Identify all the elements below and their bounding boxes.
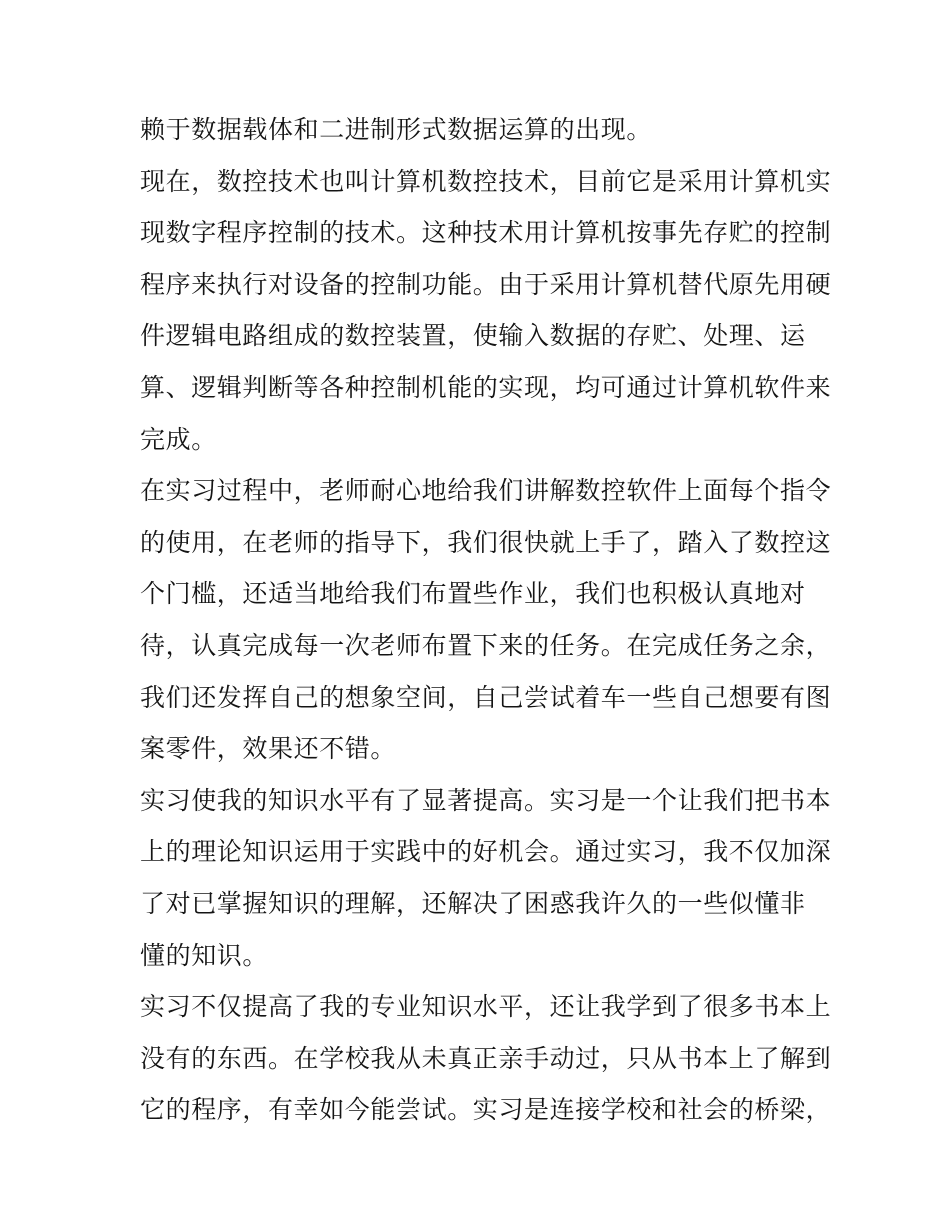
text-line: 算、逻辑判断等各种控制机能的实现，均可通过计算机软件来 (140, 372, 832, 402)
text-line: 了对已掌握知识的理解，还解决了困惑我许久的一些似懂非 (140, 888, 806, 918)
text-line: 件逻辑电路组成的数控装置，使输入数据的存贮、处理、运 (140, 321, 806, 351)
text-line: 赖于数据载体和二进制形式数据运算的出现。 (140, 115, 653, 144)
text-line: 它的程序，有幸如今能尝试。实习是连接学校和社会的桥梁， (140, 1095, 832, 1125)
text-line: 案零件，效果还不错。 (140, 734, 397, 764)
text-line: 的使用，在老师的指导下，我们很快就上手了，踏入了数控这 (140, 527, 832, 557)
text-line: 我们还发挥自己的想象空间，自己尝试着车一些自己想要有图 (140, 682, 832, 712)
text-line: 没有的东西。在学校我从未真正亲手动过，只从书本上了解到 (140, 1043, 832, 1073)
text-line: 在实习过程中，老师耐心地给我们讲解数控软件上面每个指令 (140, 476, 832, 506)
text-line: 待，认真完成每一次老师布置下来的任务。在完成任务之余， (140, 630, 832, 660)
text-line: 懂的知识。 (140, 940, 269, 970)
text-line: 实习不仅提高了我的专业知识水平，还让我学到了很多书本上 (140, 992, 832, 1022)
text-line: 现在，数控技术也叫计算机数控技术，目前它是采用计算机实 (140, 166, 832, 196)
text-line: 实习使我的知识水平有了显著提高。实习是一个让我们把书本 (140, 785, 832, 815)
text-line: 完成。 (140, 424, 217, 454)
document-body (140, 104, 830, 1136)
text-line: 程序来执行对设备的控制功能。由于采用计算机替代原先用硬 (140, 269, 832, 299)
text-line: 个门槛，还适当地给我们布置些作业，我们也积极认真地对 (140, 579, 806, 609)
text-line: 上的理论知识运用于实践中的好机会。通过实习，我不仅加深 (140, 837, 832, 867)
text-line: 现数字程序控制的技术。这种技术用计算机按事先存贮的控制 (140, 218, 832, 248)
